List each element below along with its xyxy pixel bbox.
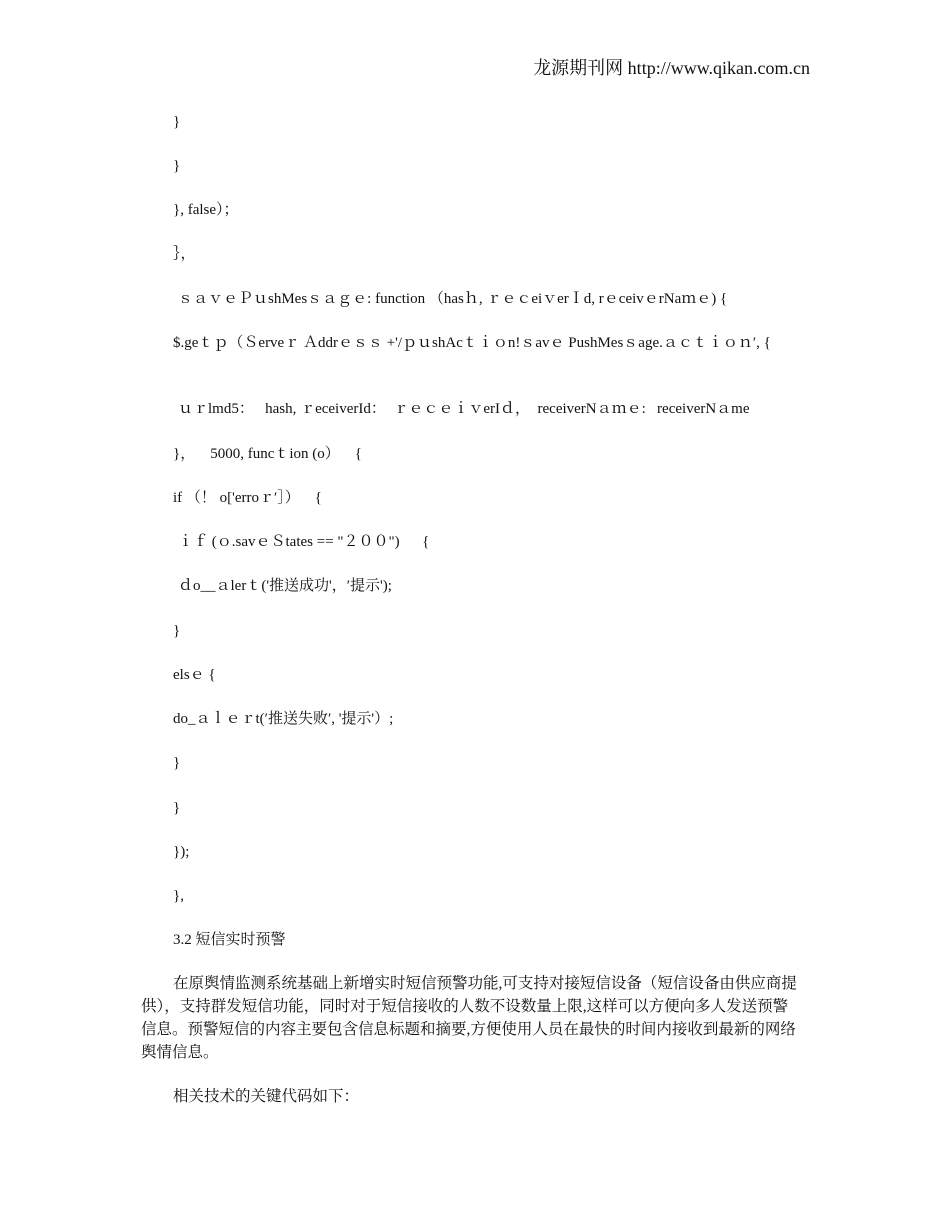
- code-line: }: [173, 800, 181, 816]
- code-line: }， 5000, funcｔion (o） {: [173, 446, 362, 462]
- code-line: ｕｒlmd5： hash, ｒeceiverId： ｒｅｃｅｉｖerIｄ， receiverNａｍｅ: receiverNａme: [178, 401, 750, 417]
- code-line: }: [173, 755, 181, 771]
- code-line: ｓａｖｅＰｕshMesｓａｇｅ: function （hasｈ, ｒｅｃeiｖerＩd, rｅceivｅrNaｍｅ) {: [178, 291, 728, 307]
- code-line-wrapped: $.geｔｐ（Ｓerveｒ Ａddrｅｓｓ +'/ｐｕshAcｔｉｏn!ｓavｅ PushMesｓage.ａｃｔｉｏｎ′, {: [173, 335, 771, 351]
- code-line: });: [173, 844, 190, 860]
- code-line: ｄo__ａlerｔ('推送成功'，′提示');: [178, 578, 392, 594]
- code-line: ｝，: [173, 246, 196, 262]
- body-paragraph: 在原舆情监测系统基础上新增实时短信预警功能,可支持对接短信设备（短信设备由供应商提供），支持群发短信功能，同时对于短信接收的人数不设数量上限,这样可以方便向多人发送预警信息。预警短信的内容主要包含信息标题和摘要,方便使用人员在最快的时间内接收到最新的网络舆情信息。: [141, 975, 797, 1061]
- section-heading: 3.2 短信实时预警: [173, 932, 286, 948]
- code-line: elsｅ {: [173, 667, 216, 683]
- code-line: }, false）；: [173, 202, 239, 218]
- code-line: },: [173, 888, 184, 904]
- code-line: do_ａｌｅｒt(′推送失败′, '提示'）;: [173, 711, 394, 727]
- closing-line: 相关技术的关键代码如下：: [173, 1088, 360, 1105]
- code-line: }: [173, 114, 181, 130]
- site-header: 龙源期刊网 http://www.qikan.com.cn: [533, 58, 810, 78]
- code-line: }: [173, 623, 181, 639]
- code-line: ｉｆ (ｏ.savｅＳtates == "２００") {: [178, 534, 430, 550]
- code-line: }: [173, 158, 181, 174]
- code-line: if （！ o['erroｒ′］） {: [173, 490, 322, 506]
